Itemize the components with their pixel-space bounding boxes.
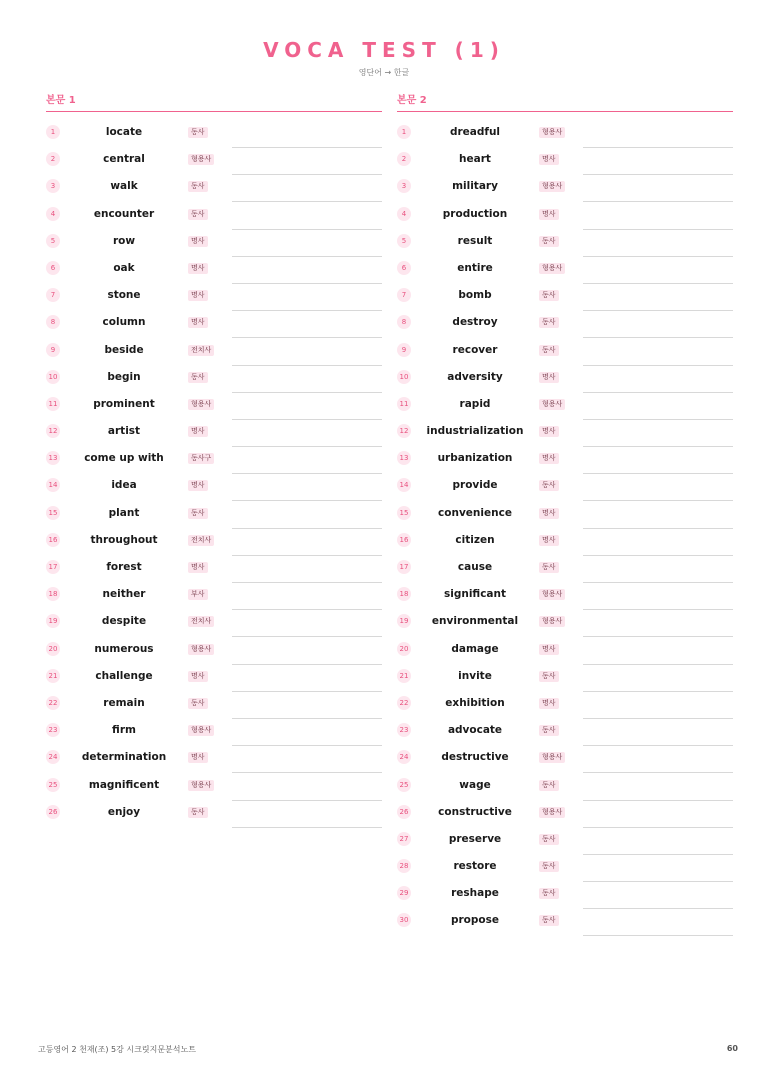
vocab-row (397, 587, 733, 614)
vocab-row (397, 125, 733, 152)
item-number: 4 (46, 207, 60, 221)
item-number: 20 (397, 642, 411, 656)
answer-line[interactable] (232, 337, 382, 338)
item-number: 3 (397, 179, 411, 193)
vocab-row (397, 152, 733, 179)
answer-line[interactable] (583, 473, 733, 474)
vocab-row (397, 261, 733, 288)
vocab-word: urbanization (437, 452, 513, 465)
answer-line[interactable] (583, 854, 733, 855)
item-number: 9 (46, 343, 60, 357)
part-of-speech-badge: 동사 (539, 671, 559, 682)
part-of-speech-badge: 명사 (188, 317, 208, 328)
item-number: 21 (397, 669, 411, 683)
answer-line[interactable] (583, 555, 733, 556)
part-of-speech-badge: 명사 (539, 154, 559, 165)
answer-line[interactable] (583, 691, 733, 692)
item-number: 4 (397, 207, 411, 221)
vocab-row (397, 343, 733, 370)
item-number: 16 (397, 533, 411, 547)
vocab-row (397, 288, 733, 315)
vocab-word: forest (106, 561, 142, 573)
vocab-row (397, 560, 733, 587)
vocab-row (397, 913, 733, 940)
vocab-row (46, 478, 382, 505)
vocab-word: restore (453, 860, 497, 873)
vocab-row (46, 506, 382, 533)
answer-line[interactable] (232, 664, 382, 665)
vocab-word: destructive (441, 751, 509, 764)
part-of-speech-badge: 형용사 (188, 154, 214, 165)
answer-line[interactable] (232, 419, 382, 420)
part-of-speech-badge: 형용사 (539, 589, 565, 600)
item-number: 22 (397, 696, 411, 710)
part-of-speech-badge: 명사 (188, 426, 208, 437)
part-of-speech-badge: 명사 (539, 698, 559, 709)
part-of-speech-badge: 전치사 (188, 345, 214, 356)
vocab-word: firm (112, 724, 136, 737)
vocab-word: remain (103, 696, 145, 709)
vocab-row (46, 533, 382, 560)
page-title: VOCA TEST (1) (263, 38, 505, 62)
item-number: 24 (46, 750, 60, 764)
answer-line[interactable] (583, 827, 733, 828)
vocab-row (46, 614, 382, 641)
vocab-word: encounter (93, 207, 155, 220)
vocab-row (46, 669, 382, 696)
item-number: 19 (397, 614, 411, 628)
part-of-speech-badge: 동사 (188, 127, 208, 138)
vocab-row (397, 506, 733, 533)
item-number: 20 (46, 642, 60, 656)
vocab-row (397, 451, 733, 478)
answer-line[interactable] (232, 500, 382, 501)
item-number: 7 (46, 288, 60, 302)
vocab-word: stone (107, 289, 141, 302)
answer-line[interactable] (583, 310, 733, 311)
vocab-word: central (103, 153, 145, 166)
vocab-row (397, 397, 733, 424)
item-number: 23 (397, 723, 411, 737)
item-number: 7 (397, 288, 411, 302)
vocab-word: rapid (459, 397, 491, 410)
part-of-speech-badge: 형용사 (539, 616, 565, 627)
answer-line[interactable] (232, 147, 382, 148)
answer-line[interactable] (583, 446, 733, 447)
answer-line[interactable] (232, 229, 382, 230)
item-number: 27 (397, 832, 411, 846)
vocab-row (46, 750, 382, 777)
vocab-row (397, 315, 733, 342)
vocab-word: beside (104, 343, 144, 356)
vocab-word: throughout (90, 533, 158, 546)
answer-line[interactable] (232, 800, 382, 801)
part-of-speech-badge: 형용사 (188, 644, 214, 655)
vocab-row (46, 234, 382, 261)
vocab-word: damage (451, 642, 499, 655)
vocab-row (46, 778, 382, 805)
vocab-row (46, 451, 382, 478)
part-of-speech-badge: 명사 (188, 236, 208, 247)
answer-line[interactable] (232, 636, 382, 637)
answer-line[interactable] (232, 745, 382, 746)
part-of-speech-badge: 명사 (539, 535, 559, 546)
part-of-speech-badge: 동사 (188, 508, 208, 519)
vocab-word: column (102, 316, 146, 329)
vocab-word: oak (113, 261, 135, 274)
vocab-word: destroy (452, 316, 498, 329)
item-number: 13 (397, 451, 411, 465)
vocab-row (46, 424, 382, 451)
part-of-speech-badge: 동사 (539, 290, 559, 301)
vocab-word: propose (450, 914, 499, 927)
vocab-row (397, 478, 733, 505)
item-number: 1 (397, 125, 411, 139)
section-heading: 본문 2 (397, 93, 733, 112)
item-number: 2 (397, 152, 411, 166)
answer-line[interactable] (232, 582, 382, 583)
part-of-speech-badge: 동사 (188, 372, 208, 383)
answer-line[interactable] (232, 283, 382, 284)
vocab-word: reshape (451, 887, 499, 900)
vocab-row (397, 533, 733, 560)
answer-line[interactable] (583, 229, 733, 230)
vocab-word: prominent (93, 397, 155, 410)
part-of-speech-badge: 명사 (188, 480, 208, 491)
vocab-row (397, 750, 733, 777)
vocab-row (397, 778, 733, 805)
answer-line[interactable] (583, 772, 733, 773)
item-number: 19 (46, 614, 60, 628)
vocab-word: row (112, 234, 136, 247)
vocab-word: provide (452, 479, 498, 492)
vocab-word: result (457, 234, 493, 247)
column-left (46, 93, 382, 832)
vocab-row (397, 669, 733, 696)
answer-line[interactable] (583, 283, 733, 284)
item-number: 25 (397, 778, 411, 792)
part-of-speech-badge: 동사 (539, 888, 559, 899)
item-number: 30 (397, 913, 411, 927)
item-number: 28 (397, 859, 411, 873)
vocab-word: challenge (95, 669, 153, 682)
item-number: 22 (46, 696, 60, 710)
vocab-word: recover (452, 343, 498, 356)
vocab-word: production (442, 207, 508, 220)
part-of-speech-badge: 형용사 (539, 127, 565, 138)
part-of-speech-badge: 형용사 (539, 752, 565, 763)
part-of-speech-badge: 형용사 (188, 725, 214, 736)
item-number: 18 (397, 587, 411, 601)
vocab-list (397, 125, 733, 941)
answer-line[interactable] (583, 745, 733, 746)
item-number: 8 (397, 315, 411, 329)
vocab-row (46, 315, 382, 342)
answer-line[interactable] (583, 908, 733, 909)
answer-line[interactable] (583, 528, 733, 529)
vocab-row (397, 805, 733, 832)
item-number: 26 (397, 805, 411, 819)
item-number: 11 (397, 397, 411, 411)
answer-line[interactable] (583, 609, 733, 610)
item-number: 25 (46, 778, 60, 792)
vocab-word: constructive (438, 805, 512, 818)
vocab-word: bomb (458, 289, 492, 302)
footer-book-title: 고등영어 2 천재(조) 5강 시크릿지문분석노트 (38, 1045, 196, 1054)
vocab-word: adversity (447, 370, 503, 383)
answer-line[interactable] (232, 827, 382, 828)
part-of-speech-badge: 동사 (539, 480, 559, 491)
part-of-speech-badge: 명사 (188, 562, 208, 573)
vocab-row (46, 805, 382, 832)
answer-line[interactable] (232, 365, 382, 366)
answer-line[interactable] (583, 881, 733, 882)
answer-line[interactable] (583, 337, 733, 338)
part-of-speech-badge: 동사 (539, 317, 559, 328)
answer-line[interactable] (583, 147, 733, 148)
vocab-row (46, 179, 382, 206)
vocab-word: artist (107, 425, 141, 438)
vocab-word: citizen (455, 533, 495, 546)
answer-line[interactable] (232, 772, 382, 773)
part-of-speech-badge: 동사 (539, 780, 559, 791)
part-of-speech-badge: 명사 (188, 752, 208, 763)
vocab-row (397, 832, 733, 859)
item-number: 18 (46, 587, 60, 601)
part-of-speech-badge: 형용사 (539, 263, 565, 274)
answer-line[interactable] (583, 365, 733, 366)
part-of-speech-badge: 명사 (539, 372, 559, 383)
item-number: 3 (46, 179, 60, 193)
vocab-word: convenience (438, 506, 512, 519)
vocab-row (46, 125, 382, 152)
item-number: 12 (46, 424, 60, 438)
vocab-word: enjoy (107, 805, 141, 818)
vocab-word: wage (459, 778, 491, 791)
vocab-row (46, 343, 382, 370)
vocab-word: heart (459, 153, 491, 166)
answer-line[interactable] (232, 446, 382, 447)
vocab-row (46, 207, 382, 234)
vocab-row (397, 696, 733, 723)
part-of-speech-badge: 명사 (188, 290, 208, 301)
answer-line[interactable] (583, 174, 733, 175)
part-of-speech-badge: 형용사 (188, 399, 214, 410)
item-number: 5 (397, 234, 411, 248)
item-number: 6 (397, 261, 411, 275)
item-number: 9 (397, 343, 411, 357)
vocab-row (46, 560, 382, 587)
vocab-row (397, 207, 733, 234)
answer-line[interactable] (583, 201, 733, 202)
vocab-row (397, 424, 733, 451)
item-number: 10 (397, 370, 411, 384)
item-number: 26 (46, 805, 60, 819)
answer-line[interactable] (232, 310, 382, 311)
answer-line[interactable] (232, 555, 382, 556)
vocab-row (46, 642, 382, 669)
answer-line[interactable] (583, 800, 733, 801)
part-of-speech-badge: 동사 (539, 345, 559, 356)
vocab-word: preserve (448, 832, 502, 845)
item-number: 8 (46, 315, 60, 329)
part-of-speech-badge: 동사 (539, 725, 559, 736)
item-number: 14 (397, 478, 411, 492)
part-of-speech-badge: 전치사 (188, 535, 214, 546)
part-of-speech-badge: 동사 (539, 236, 559, 247)
part-of-speech-badge: 동사 (188, 698, 208, 709)
part-of-speech-badge: 동사 (188, 209, 208, 220)
vocab-word: magnificent (88, 778, 160, 791)
part-of-speech-badge: 동사 (188, 181, 208, 192)
answer-line[interactable] (583, 664, 733, 665)
column-right (397, 93, 733, 941)
item-number: 15 (46, 506, 60, 520)
answer-line[interactable] (232, 609, 382, 610)
answer-line[interactable] (232, 174, 382, 175)
vocab-row (46, 261, 382, 288)
part-of-speech-badge: 동사구 (188, 453, 214, 464)
part-of-speech-badge: 명사 (188, 263, 208, 274)
part-of-speech-badge: 명사 (539, 644, 559, 655)
part-of-speech-badge: 동사 (539, 915, 559, 926)
vocab-row (397, 179, 733, 206)
part-of-speech-badge: 전치사 (188, 616, 214, 627)
part-of-speech-badge: 형용사 (539, 807, 565, 818)
item-number: 15 (397, 506, 411, 520)
part-of-speech-badge: 부사 (188, 589, 208, 600)
answer-line[interactable] (232, 718, 382, 719)
vocab-word: begin (107, 370, 141, 383)
vocab-row (397, 723, 733, 750)
vocab-row (46, 723, 382, 750)
answer-line[interactable] (583, 935, 733, 936)
vocab-row (46, 152, 382, 179)
answer-line[interactable] (583, 636, 733, 637)
page-subtitle: 영단어 → 한글 (358, 68, 410, 77)
item-number: 24 (397, 750, 411, 764)
vocab-word: numerous (94, 642, 154, 655)
answer-line[interactable] (583, 392, 733, 393)
vocab-word: dreadful (449, 126, 501, 138)
item-number: 23 (46, 723, 60, 737)
part-of-speech-badge: 명사 (188, 671, 208, 682)
item-number: 11 (46, 397, 60, 411)
item-number: 17 (46, 560, 60, 574)
part-of-speech-badge: 형용사 (539, 399, 565, 410)
vocab-word: walk (110, 180, 138, 193)
answer-line[interactable] (232, 256, 382, 257)
item-number: 17 (397, 560, 411, 574)
item-number: 13 (46, 451, 60, 465)
part-of-speech-badge: 동사 (539, 834, 559, 845)
answer-line[interactable] (232, 473, 382, 474)
vocab-row (397, 234, 733, 261)
item-number: 16 (46, 533, 60, 547)
vocab-word: advocate (447, 724, 503, 737)
page-number: 60 (726, 1044, 738, 1053)
item-number: 5 (46, 234, 60, 248)
part-of-speech-badge: 명사 (539, 508, 559, 519)
vocab-word: cause (457, 561, 493, 573)
vocab-word: significant (443, 588, 507, 601)
vocab-row (397, 886, 733, 913)
vocab-word: environmental (431, 615, 519, 628)
part-of-speech-badge: 형용사 (188, 780, 214, 791)
vocab-row (46, 288, 382, 315)
answer-line[interactable] (583, 500, 733, 501)
item-number: 29 (397, 886, 411, 900)
item-number: 10 (46, 370, 60, 384)
vocab-row (46, 696, 382, 723)
answer-line[interactable] (583, 582, 733, 583)
answer-line[interactable] (232, 201, 382, 202)
vocab-word: invite (458, 669, 492, 682)
vocab-word: exhibition (445, 696, 505, 709)
answer-line[interactable] (232, 691, 382, 692)
vocab-row (397, 642, 733, 669)
vocab-row (397, 370, 733, 397)
vocab-row (46, 397, 382, 424)
vocab-word: idea (111, 479, 137, 492)
item-number: 1 (46, 125, 60, 139)
vocab-word: military (452, 180, 498, 193)
section-heading: 본문 1 (46, 93, 382, 112)
part-of-speech-badge: 동사 (188, 807, 208, 818)
answer-line[interactable] (583, 718, 733, 719)
answer-line[interactable] (583, 419, 733, 420)
part-of-speech-badge: 동사 (539, 861, 559, 872)
vocab-row (397, 859, 733, 886)
item-number: 6 (46, 261, 60, 275)
answer-line[interactable] (232, 528, 382, 529)
item-number: 21 (46, 669, 60, 683)
vocab-word: come up with (84, 452, 164, 465)
vocab-word: determination (81, 751, 167, 764)
vocab-row (46, 587, 382, 614)
vocab-row (397, 614, 733, 641)
vocab-word: neither (102, 588, 146, 601)
part-of-speech-badge: 명사 (539, 426, 559, 437)
vocab-word: plant (108, 506, 140, 519)
answer-line[interactable] (583, 256, 733, 257)
part-of-speech-badge: 명사 (539, 453, 559, 464)
part-of-speech-badge: 동사 (539, 562, 559, 573)
item-number: 2 (46, 152, 60, 166)
item-number: 14 (46, 478, 60, 492)
vocab-list (46, 125, 382, 832)
vocab-word: despite (101, 615, 147, 628)
item-number: 12 (397, 424, 411, 438)
part-of-speech-badge: 명사 (539, 209, 559, 220)
part-of-speech-badge: 형용사 (539, 181, 565, 192)
answer-line[interactable] (232, 392, 382, 393)
vocab-word: industrialization (426, 425, 524, 438)
vocab-word: entire (457, 261, 493, 274)
vocab-row (46, 370, 382, 397)
vocab-word: locate (105, 126, 143, 138)
